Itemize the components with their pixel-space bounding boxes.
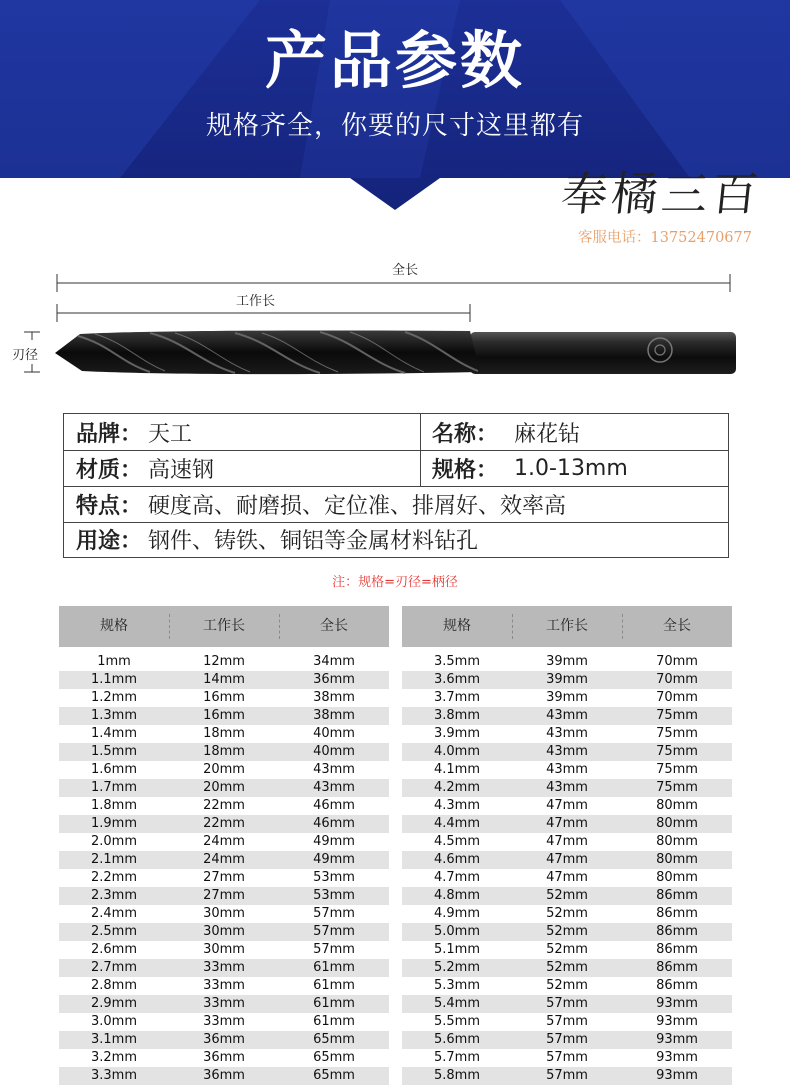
table-row: [402, 779, 732, 797]
table-row: [402, 1067, 732, 1085]
cell-full-length: 80mm: [656, 816, 698, 831]
cell-size: 4.2mm: [433, 780, 480, 795]
table-row: [59, 743, 389, 761]
cell-full-length: 93mm: [656, 996, 698, 1011]
cell-size: 4.0mm: [433, 744, 480, 759]
table-row: [402, 923, 732, 941]
spec-row-usage: [64, 522, 728, 557]
cell-size: 5.7mm: [433, 1050, 480, 1065]
cell-full-length: 49mm: [313, 834, 355, 849]
drill-shank: [470, 332, 736, 374]
full-length-dimension: [57, 274, 730, 292]
cell-working-length: 27mm: [203, 888, 245, 903]
cell-full-length: 61mm: [313, 996, 355, 1011]
table-row: [402, 815, 732, 833]
table-row: [402, 959, 732, 977]
cell-full-length: 65mm: [313, 1050, 355, 1065]
cell-working-length: 47mm: [546, 852, 588, 867]
header-size: 规格: [443, 618, 471, 634]
cell-full-length: 65mm: [313, 1068, 355, 1083]
cell-size: 1.4mm: [90, 726, 137, 741]
cell-size: 5.4mm: [433, 996, 480, 1011]
spec-note: 注：规格=刃径=柄径: [332, 575, 458, 590]
working-length-dimension: [57, 304, 470, 322]
drill-bit-diagram: [0, 270, 790, 390]
cell-size: 2.4mm: [90, 906, 137, 921]
cell-full-length: 75mm: [656, 744, 698, 759]
cell-working-length: 14mm: [203, 672, 245, 687]
table-row: [59, 995, 389, 1013]
table-row: [402, 653, 732, 671]
cell-full-length: 93mm: [656, 1032, 698, 1047]
table-row: [59, 815, 389, 833]
cell-working-length: 52mm: [546, 978, 588, 993]
table-row: [402, 725, 732, 743]
cell-working-length: 33mm: [203, 996, 245, 1011]
table-row: [59, 941, 389, 959]
table-row: [59, 707, 389, 725]
table-row: [402, 1049, 732, 1067]
header-full-length: 全长: [663, 618, 691, 634]
cell-size: 1.5mm: [90, 744, 137, 759]
cell-working-length: 20mm: [203, 762, 245, 777]
cell-working-length: 18mm: [203, 726, 245, 741]
table-row: [59, 851, 389, 869]
cell-working-length: 47mm: [546, 816, 588, 831]
table-row: [59, 887, 389, 905]
header-full-length: 全长: [320, 618, 348, 634]
table-row: [402, 707, 732, 725]
cell-working-length: 12mm: [203, 654, 245, 669]
table-row: [59, 1013, 389, 1031]
cell-working-length: 57mm: [546, 1014, 588, 1029]
cell-full-length: 53mm: [313, 870, 355, 885]
cell-full-length: 80mm: [656, 798, 698, 813]
cell-size: 3.9mm: [433, 726, 480, 741]
usage-value: 钢件、铸铁、铜铝等金属材料钻孔: [148, 529, 479, 554]
table-row: [59, 833, 389, 851]
cell-full-length: 93mm: [656, 1050, 698, 1065]
cell-full-length: 75mm: [656, 762, 698, 777]
cell-size: 1.6mm: [90, 762, 137, 777]
cell-working-length: 22mm: [203, 798, 245, 813]
table-header: [402, 606, 732, 647]
cell-size: 3.3mm: [90, 1068, 137, 1083]
cell-working-length: 36mm: [203, 1032, 245, 1047]
spec-table: [63, 413, 729, 558]
header-working-length: 工作长: [203, 618, 245, 634]
cell-full-length: 38mm: [313, 708, 355, 723]
table-row: [402, 995, 732, 1013]
size-value: 1.0-13mm: [514, 455, 628, 481]
cell-size: 2.1mm: [90, 852, 137, 867]
cell-size: 3.1mm: [90, 1032, 137, 1047]
table-row: [59, 1067, 389, 1085]
cell-size: 3.0mm: [90, 1014, 137, 1029]
cell-working-length: 57mm: [546, 1032, 588, 1047]
cell-working-length: 47mm: [546, 798, 588, 813]
cell-size: 2.2mm: [90, 870, 137, 885]
feature-label: 特点：: [76, 493, 143, 519]
spec-row-features: [64, 486, 728, 523]
cell-full-length: 93mm: [656, 1068, 698, 1083]
header-working-length: 工作长: [546, 618, 588, 634]
cell-working-length: 33mm: [203, 1014, 245, 1029]
cell-working-length: 52mm: [546, 960, 588, 975]
cell-full-length: 93mm: [656, 1014, 698, 1029]
cell-working-length: 57mm: [546, 1068, 588, 1083]
table-row: [59, 779, 389, 797]
cell-size: 5.3mm: [433, 978, 480, 993]
spec-row-brand-name: [64, 414, 728, 451]
cell-full-length: 61mm: [313, 978, 355, 993]
cell-working-length: 43mm: [546, 726, 588, 741]
cell-full-length: 40mm: [313, 744, 355, 759]
cell-working-length: 52mm: [546, 942, 588, 957]
table-row: [59, 869, 389, 887]
cell-working-length: 27mm: [203, 870, 245, 885]
cell-working-length: 30mm: [203, 942, 245, 957]
cell-full-length: 53mm: [313, 888, 355, 903]
cell-working-length: 43mm: [546, 744, 588, 759]
page-title: 产品参数: [264, 24, 525, 97]
cell-size: 2.7mm: [90, 960, 137, 975]
cell-size: 2.3mm: [90, 888, 137, 903]
cell-working-length: 57mm: [546, 996, 588, 1011]
usage-label: 用途：: [76, 529, 143, 554]
cell-size: 1mm: [97, 654, 131, 669]
table-row: [59, 1031, 389, 1049]
cell-full-length: 57mm: [313, 942, 355, 957]
table-row: [402, 887, 732, 905]
cell-working-length: 52mm: [546, 888, 588, 903]
cell-working-length: 30mm: [203, 924, 245, 939]
cell-working-length: 39mm: [546, 690, 588, 705]
table-row: [402, 869, 732, 887]
cell-full-length: 49mm: [313, 852, 355, 867]
cell-size: 5.1mm: [433, 942, 480, 957]
cell-working-length: 57mm: [546, 1050, 588, 1065]
table-row: [59, 761, 389, 779]
spec-row-material-size: [64, 450, 728, 487]
cell-size: 4.9mm: [433, 906, 480, 921]
brand-label: 品牌：: [76, 421, 143, 447]
cell-size: 3.5mm: [433, 654, 480, 669]
cell-working-length: 43mm: [546, 780, 588, 795]
table-row: [402, 797, 732, 815]
cell-size: 1.1mm: [90, 672, 137, 687]
size-table-left: [59, 606, 389, 1085]
cell-full-length: 80mm: [656, 852, 698, 867]
cell-working-length: 52mm: [546, 906, 588, 921]
cell-full-length: 34mm: [313, 654, 355, 669]
cell-size: 4.8mm: [433, 888, 480, 903]
cell-size: 4.7mm: [433, 870, 480, 885]
cell-full-length: 40mm: [313, 726, 355, 741]
cell-working-length: 39mm: [546, 672, 588, 687]
cell-full-length: 46mm: [313, 798, 355, 813]
brand-value: 天工: [148, 421, 193, 447]
cell-full-length: 70mm: [656, 654, 698, 669]
cell-size: 5.6mm: [433, 1032, 480, 1047]
table-header: [59, 606, 389, 647]
cell-working-length: 20mm: [203, 780, 245, 795]
cell-size: 2.9mm: [90, 996, 137, 1011]
cell-size: 2.8mm: [90, 978, 137, 993]
cell-full-length: 70mm: [656, 690, 698, 705]
table-row: [59, 905, 389, 923]
table-row: [402, 1013, 732, 1031]
cell-full-length: 75mm: [656, 780, 698, 795]
header-size: 规格: [100, 618, 128, 634]
table-row: [402, 761, 732, 779]
cell-working-length: 39mm: [546, 654, 588, 669]
cell-size: 3.7mm: [433, 690, 480, 705]
cell-full-length: 80mm: [656, 870, 698, 885]
service-phone: 客服电话：13752470677: [578, 230, 752, 246]
cell-size: 2.6mm: [90, 942, 137, 957]
cell-working-length: 52mm: [546, 924, 588, 939]
cell-size: 4.6mm: [433, 852, 480, 867]
cell-full-length: 65mm: [313, 1032, 355, 1047]
cell-working-length: 18mm: [203, 744, 245, 759]
cell-size: 2.0mm: [90, 834, 137, 849]
name-label: 名称：: [432, 421, 499, 447]
table-row: [59, 671, 389, 689]
cell-full-length: 75mm: [656, 726, 698, 741]
cell-size: 1.8mm: [90, 798, 137, 813]
cell-size: 3.8mm: [433, 708, 480, 723]
cell-working-length: 43mm: [546, 708, 588, 723]
cell-size: 5.5mm: [433, 1014, 480, 1029]
table-row: [402, 941, 732, 959]
working-length-label: 工作长: [236, 294, 276, 309]
table-row: [59, 797, 389, 815]
cell-working-length: 24mm: [203, 852, 245, 867]
cell-size: 3.2mm: [90, 1050, 137, 1065]
cell-full-length: 61mm: [313, 1014, 355, 1029]
cell-size: 4.3mm: [433, 798, 480, 813]
table-row: [59, 923, 389, 941]
table-body: [59, 653, 389, 1085]
cell-full-length: 57mm: [313, 924, 355, 939]
table-row: [59, 977, 389, 995]
cell-size: 5.8mm: [433, 1068, 480, 1083]
cell-size: 1.3mm: [90, 708, 137, 723]
cell-working-length: 36mm: [203, 1068, 245, 1083]
cell-full-length: 70mm: [656, 672, 698, 687]
cell-size: 3.6mm: [433, 672, 480, 687]
table-row: [59, 689, 389, 707]
feature-value: 硬度高、耐磨损、定位准、排屑好、效率高: [148, 493, 567, 519]
cell-working-length: 33mm: [203, 978, 245, 993]
cell-full-length: 80mm: [656, 834, 698, 849]
cell-full-length: 43mm: [313, 780, 355, 795]
cell-size: 4.4mm: [433, 816, 480, 831]
table-row: [402, 689, 732, 707]
page-subtitle: 规格齐全，你要的尺寸这里都有: [205, 111, 584, 141]
table-row: [402, 833, 732, 851]
full-length-label: 全长: [392, 263, 419, 278]
cell-size: 1.2mm: [90, 690, 137, 705]
cell-size: 4.1mm: [433, 762, 480, 777]
cell-working-length: 16mm: [203, 690, 245, 705]
diameter-dimension: [24, 332, 40, 372]
table-row: [402, 905, 732, 923]
cell-full-length: 38mm: [313, 690, 355, 705]
table-row: [402, 851, 732, 869]
cell-full-length: 43mm: [313, 762, 355, 777]
table-row: [402, 977, 732, 995]
table-row: [402, 671, 732, 689]
cell-full-length: 46mm: [313, 816, 355, 831]
cell-full-length: 86mm: [656, 978, 698, 993]
calligraphy-watermark: 奉橘三百: [558, 167, 765, 221]
cell-working-length: 36mm: [203, 1050, 245, 1065]
cell-working-length: 16mm: [203, 708, 245, 723]
cell-working-length: 24mm: [203, 834, 245, 849]
cell-size: 1.9mm: [90, 816, 137, 831]
cell-full-length: 86mm: [656, 924, 698, 939]
material-label: 材质：: [76, 457, 143, 483]
table-row: [59, 653, 389, 671]
cell-full-length: 75mm: [656, 708, 698, 723]
table-body: [402, 653, 732, 1085]
cell-size: 1.7mm: [90, 780, 137, 795]
cell-full-length: 86mm: [656, 960, 698, 975]
cell-working-length: 43mm: [546, 762, 588, 777]
cell-size: 4.5mm: [433, 834, 480, 849]
cell-size: 5.2mm: [433, 960, 480, 975]
table-row: [402, 1031, 732, 1049]
cell-working-length: 47mm: [546, 870, 588, 885]
size-label: 规格：: [432, 457, 499, 483]
table-row: [402, 743, 732, 761]
cell-working-length: 47mm: [546, 834, 588, 849]
cell-full-length: 61mm: [313, 960, 355, 975]
size-table-right: [402, 606, 732, 1085]
blade-diameter-label: 刃径: [12, 348, 39, 363]
table-row: [59, 1049, 389, 1067]
cell-full-length: 57mm: [313, 906, 355, 921]
table-row: [59, 725, 389, 743]
cell-size: 2.5mm: [90, 924, 137, 939]
material-value: 高速钢: [148, 457, 215, 483]
cell-size: 5.0mm: [433, 924, 480, 939]
cell-full-length: 86mm: [656, 942, 698, 957]
cell-working-length: 22mm: [203, 816, 245, 831]
cell-working-length: 33mm: [203, 960, 245, 975]
cell-full-length: 86mm: [656, 906, 698, 921]
cell-working-length: 30mm: [203, 906, 245, 921]
cell-full-length: 86mm: [656, 888, 698, 903]
name-value: 麻花钻: [514, 421, 581, 447]
table-row: [59, 959, 389, 977]
cell-full-length: 36mm: [313, 672, 355, 687]
